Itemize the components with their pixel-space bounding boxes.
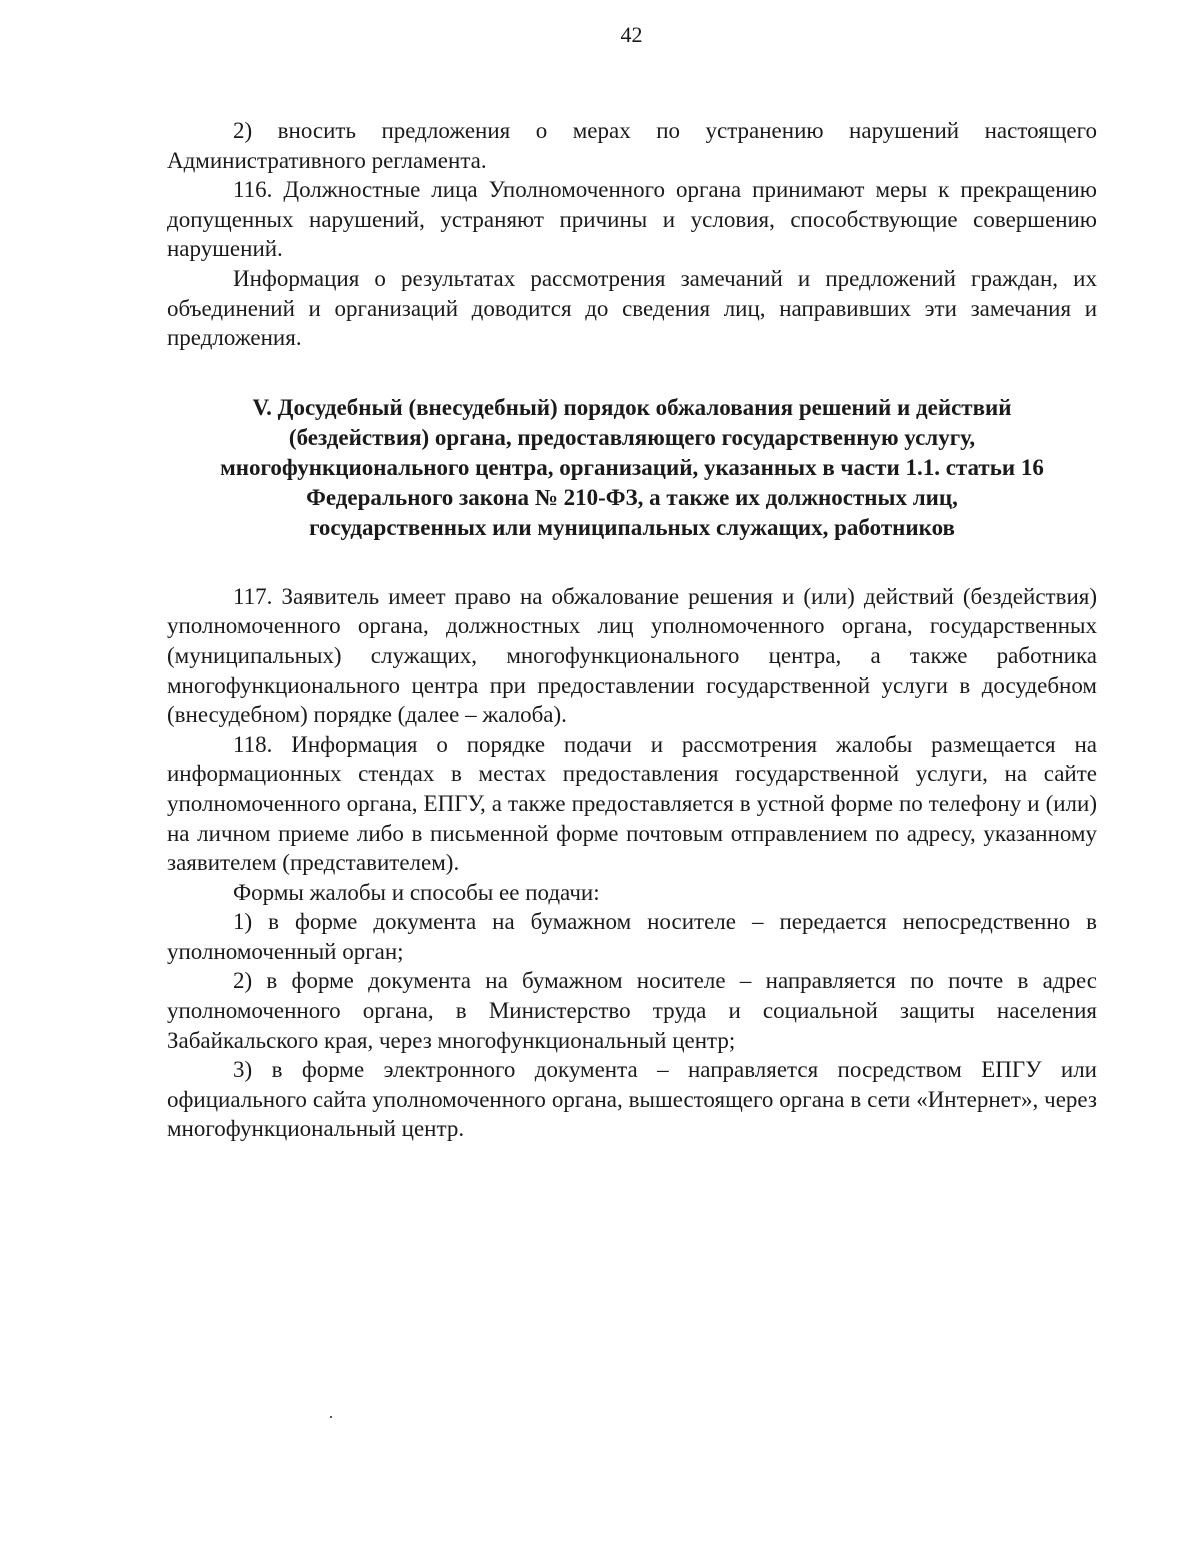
- paragraph: 1) в форме документа на бумажном носителе – передается непосредственно в уполномоченный орган;: [167, 909, 1097, 964]
- page-number: 42: [620, 22, 643, 47]
- paragraph: Формы жалобы и способы ее подачи:: [233, 879, 600, 905]
- paragraph: 118. Информация о порядке подачи и рассмотрения жалобы размещается на информационных стендах в местах предоставления государственной услуги, на сайте уполномоченного органа, ЕПГУ, а также предоставляется в устной форме по телефону и (или) на личном приеме либо в письменной форме почтовым отправлением по адресу, указанному заявителем (представителем).: [167, 731, 1097, 876]
- paragraph: 3) в форме электронного документа – направляется посредством ЕПГУ или официального сайта уполномоченного органа, вышестоящего органа в сети «Интернет», через многофункциональный центр.: [167, 1057, 1097, 1142]
- paragraph: 2) в форме документа на бумажном носителе – направляется по почте в адрес уполномоченного органа, в Министерство труда и социальной защиты населения Забайкальского края, через многофункциональный центр;: [167, 968, 1097, 1053]
- section-heading-line: (бездействия) органа, предоставляющего государственную услугу,: [288, 424, 976, 450]
- paragraph: 2) вносить предложения о мерах по устранению нарушений настоящего Административного регламента.: [167, 118, 1097, 173]
- section-heading-line: V. Досудебный (внесудебный) порядок обжалования решений и действий: [252, 394, 1012, 420]
- section-heading-line: многофункционального центра, организаций, указанных в части 1.1. статьи 16: [220, 454, 1044, 480]
- section-heading-line: государственных или муниципальных служащих, работников: [309, 514, 955, 540]
- paragraph: 117. Заявитель имеет право на обжалование решения и (или) действий (бездействия) уполномоченного органа, должностных лиц уполномоченного органа, государственных (муниципальных) служащих, многофункционального центра, а также работника многофункционального центра при предоставлении государственной услуги в досудебном (внесудебном) порядке (далее – жалоба).: [167, 583, 1097, 728]
- paragraph: 116. Должностные лица Уполномоченного органа принимают меры к прекращению допущенных нарушений, устраняют причины и условия, способствующие совершению нарушений.: [167, 177, 1097, 262]
- section-heading: [167, 393, 1097, 543]
- document-body: [167, 116, 1097, 1144]
- section-heading-line: Федерального закона № 210-ФЗ, а также их должностных лиц,: [306, 484, 958, 510]
- scan-speck: [330, 1416, 332, 1418]
- paragraph: Информация о результатах рассмотрения замечаний и предложений граждан, их объединений и организаций доводится до сведения лиц, направивших эти замечания и предложения.: [167, 265, 1097, 351]
